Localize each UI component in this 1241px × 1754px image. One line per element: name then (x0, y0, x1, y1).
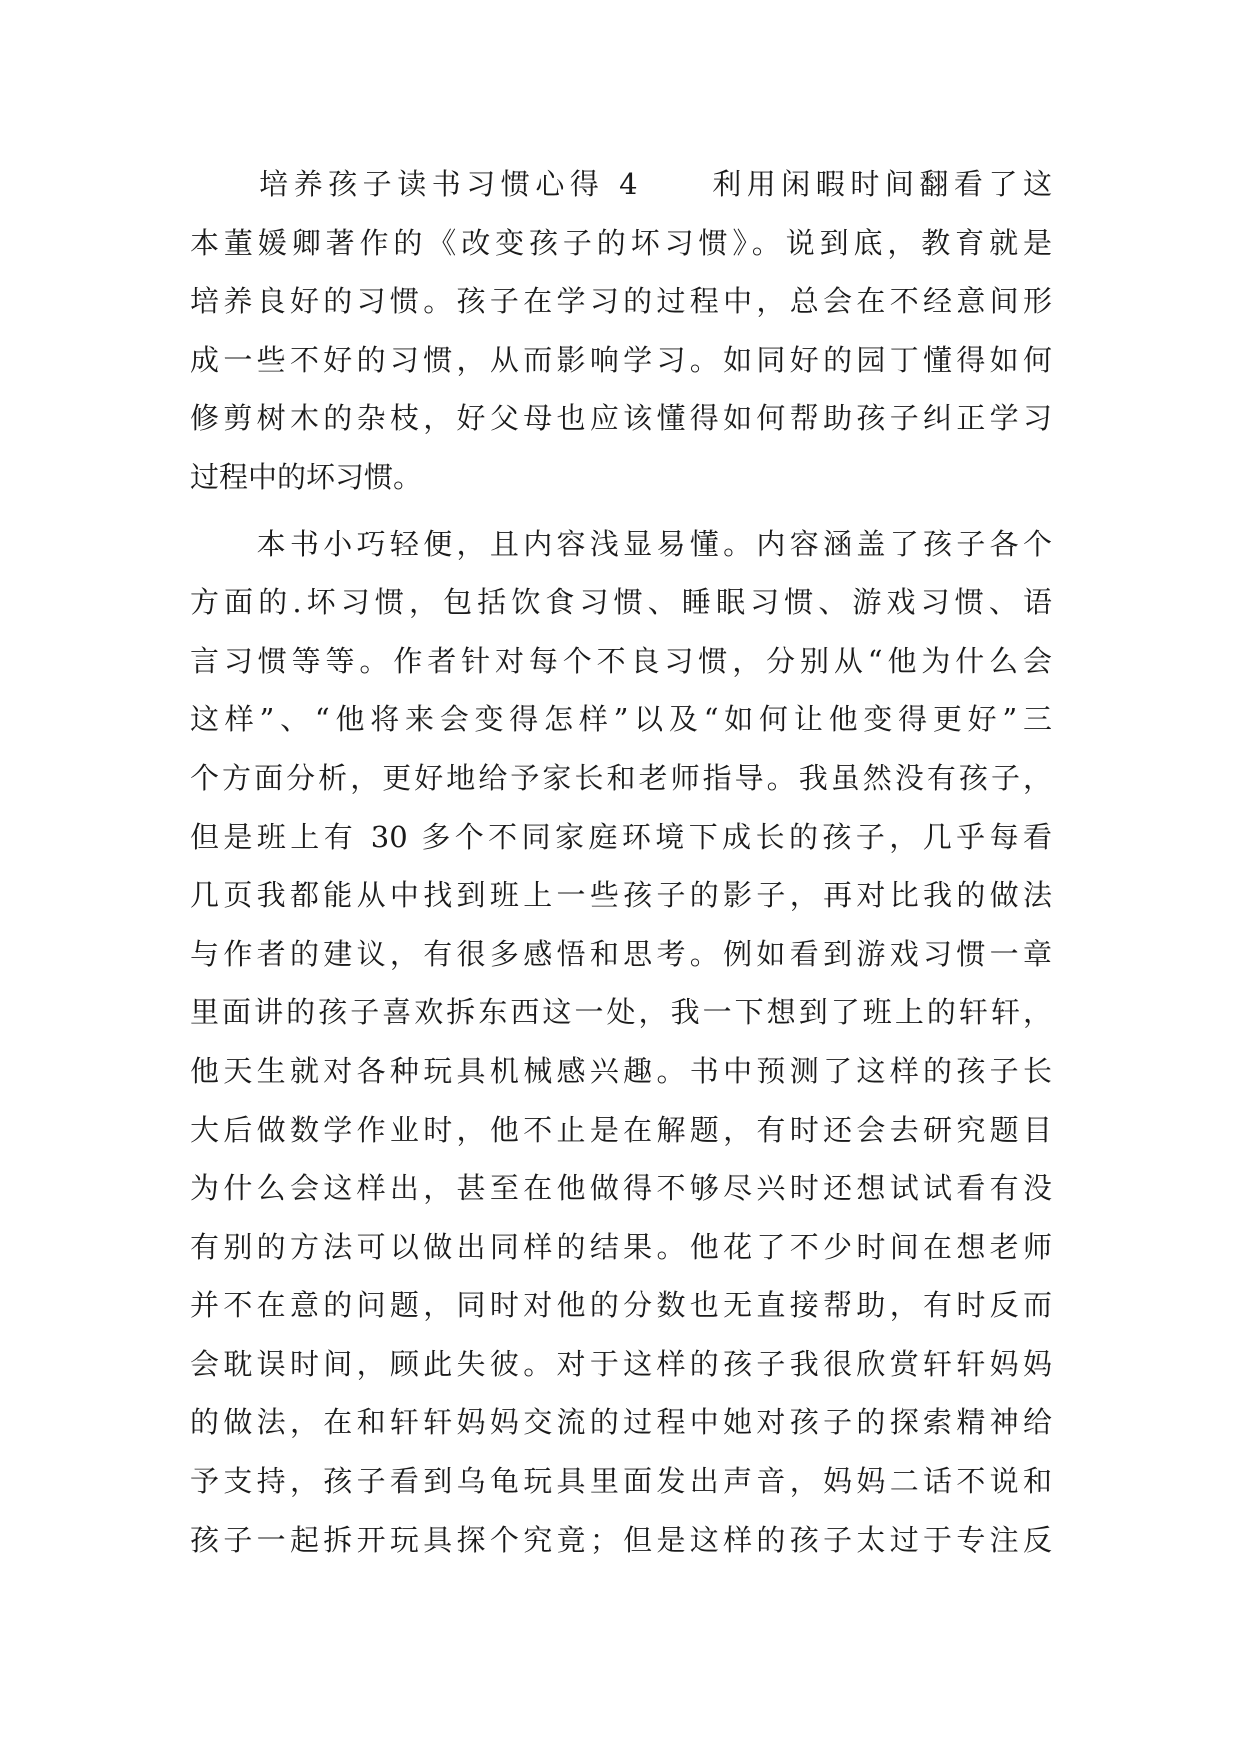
text-line: 成一些不好的习惯，从而影响学习。如同好的园丁懂得如何 (190, 342, 1052, 377)
text-line: 大后做数学作业时，他不止是在解题，有时还会去研究题目 (190, 1112, 1052, 1147)
text-line: 本书小巧轻便，且内容浅显易懂。内容涵盖了孩子各个 (190, 526, 1052, 561)
text-line: 的做法，在和轩轩妈妈交流的过程中她对孩子的探索精神给 (190, 1405, 1052, 1440)
text-line: 他天生就对各种玩具机械感兴趣。书中预测了这样的孩子长 (190, 1053, 1052, 1088)
text-line: 予支持，孩子看到乌龟玩具里面发出声音，妈妈二话不说和 (190, 1464, 1052, 1499)
text-line: 但是班上有 30 多个不同家庭环境下成长的孩子，几乎每看 (190, 819, 1052, 854)
text-line: 修剪树木的杂枝，好父母也应该懂得如何帮助孩子纠正学习 (190, 401, 1052, 436)
text-line: 这样”、“他将来会变得怎样”以及“如何让他变得更好”三 (190, 702, 1052, 737)
text-line: 言习惯等等。作者针对每个不良习惯，分别从“他为什么会 (190, 643, 1052, 678)
paragraph-gap (190, 507, 1052, 515)
text-line: 方面的.坏习惯，包括饮食习惯、睡眠习惯、游戏习惯、语 (190, 585, 1052, 620)
paragraph-1 (190, 155, 1052, 507)
text-line: 培养良好的习惯。孩子在学习的过程中，总会在不经意间形 (190, 284, 1052, 319)
text-line: 与作者的建议，有很多感悟和思考。例如看到游戏习惯一章 (190, 936, 1052, 971)
body-text (190, 155, 1052, 1569)
text-line: 里面讲的孩子喜欢拆东西这一处，我一下想到了班上的轩轩， (190, 995, 1052, 1030)
text-line: 会耽误时间，顾此失彼。对于这样的孩子我很欣赏轩轩妈妈 (190, 1346, 1052, 1381)
text-line: 过程中的坏习惯。 (190, 459, 423, 494)
text-line: 有别的方法可以做出同样的结果。他花了不少时间在想老师 (190, 1229, 1052, 1264)
text-line: 培养孩子读书习惯心得 4 利用闲暇时间翻看了这 (190, 167, 1052, 201)
text-line: 并不在意的问题，同时对他的分数也无直接帮助，有时反而 (190, 1288, 1052, 1323)
text-line: 几页我都能从中找到班上一些孩子的影子，再对比我的做法 (190, 878, 1052, 913)
text-line: 个方面分析，更好地给予家长和老师指导。我虽然没有孩子， (190, 760, 1052, 795)
text-line: 本董媛卿著作的《改变孩子的坏习惯》。说到底，教育就是 (190, 225, 1052, 260)
text-line: 孩子一起拆开玩具探个究竟；但是这样的孩子太过于专注反 (190, 1522, 1052, 1557)
text-line: 为什么会这样出，甚至在他做得不够尽兴时还想试试看有没 (190, 1171, 1052, 1206)
paragraph-2 (190, 515, 1052, 1570)
